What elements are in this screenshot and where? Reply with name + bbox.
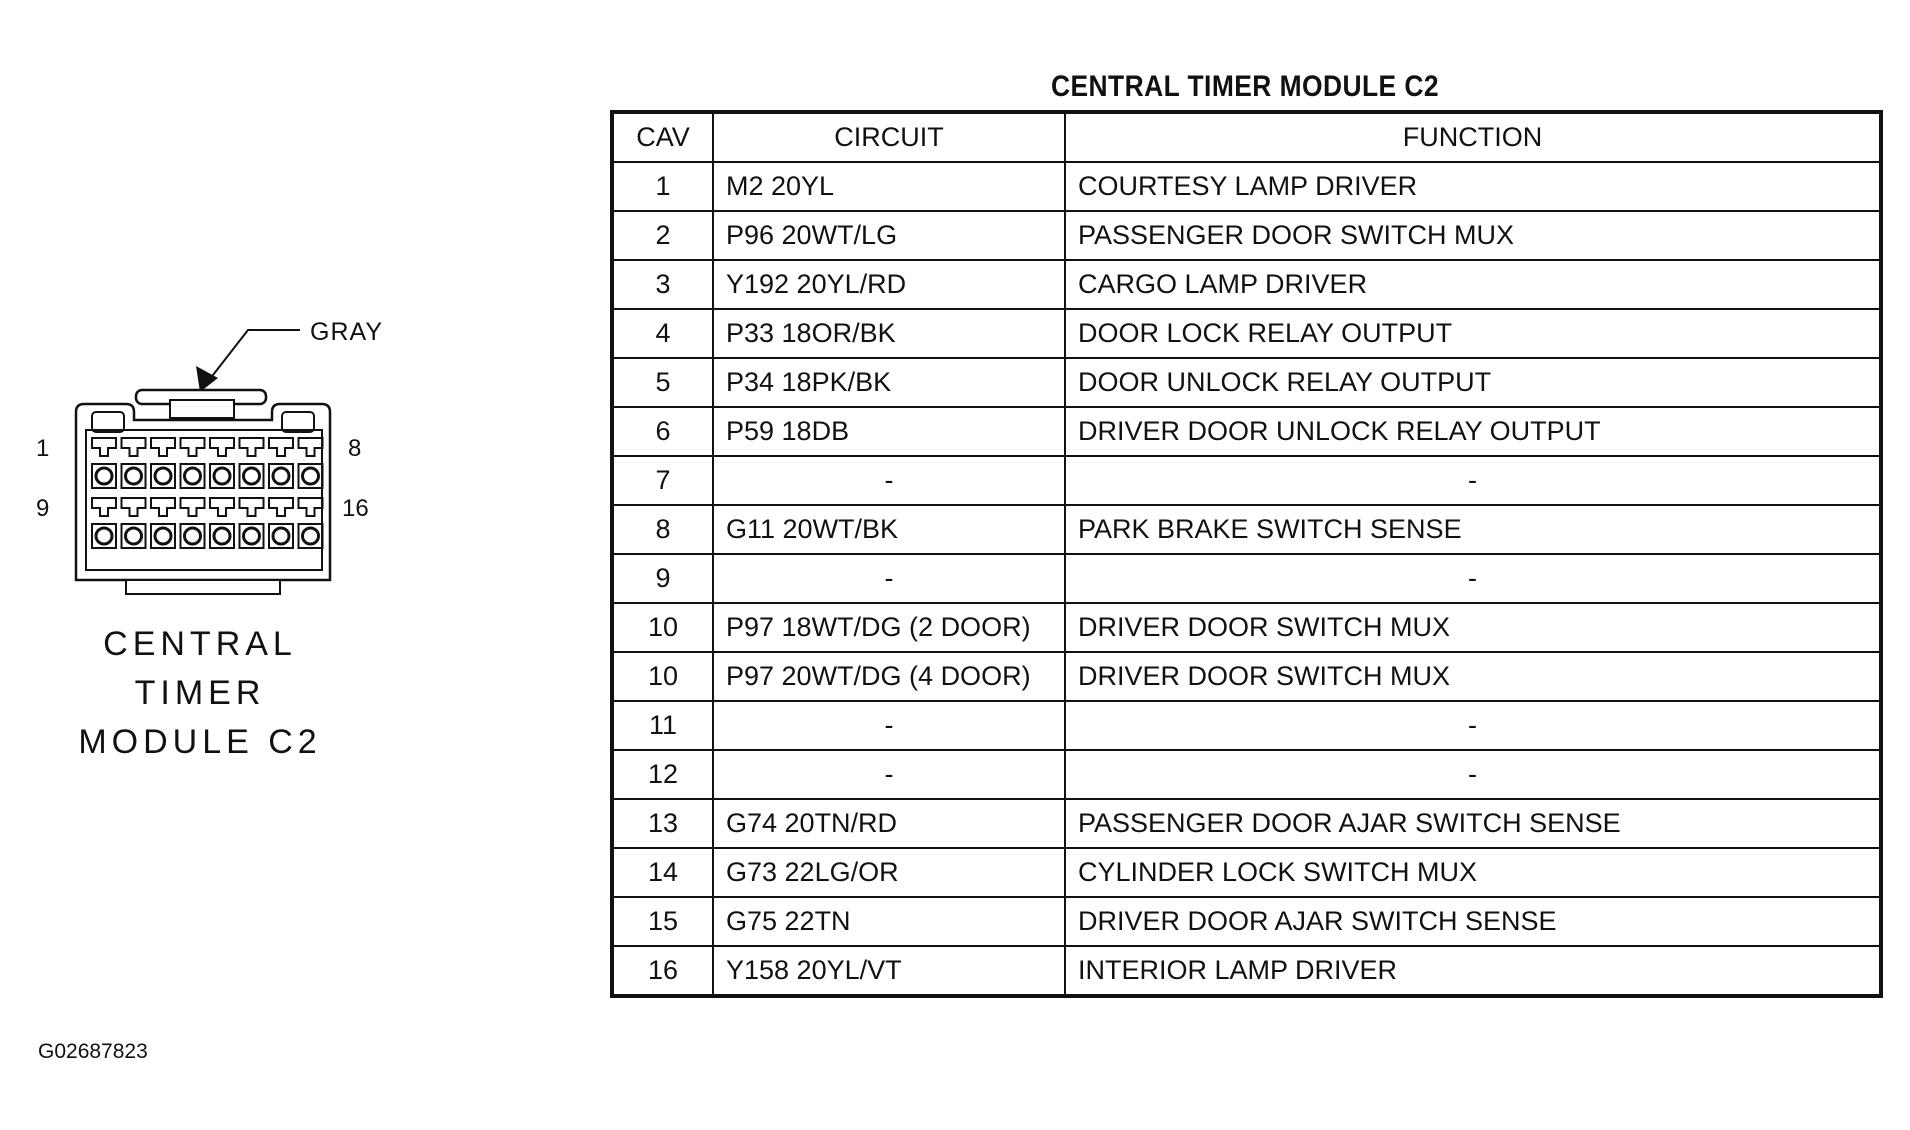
cell-function: PASSENGER DOOR AJAR SWITCH SENSE xyxy=(1065,799,1881,848)
cell-circuit: Y158 20YL/VT xyxy=(713,946,1065,996)
cell-circuit: - xyxy=(713,701,1065,750)
table-row xyxy=(612,162,1881,211)
cell-circuit: - xyxy=(713,750,1065,799)
table-row xyxy=(612,652,1881,701)
cell-cav: 14 xyxy=(612,848,713,897)
cell-function: DOOR UNLOCK RELAY OUTPUT xyxy=(1065,358,1881,407)
cell-function: CYLINDER LOCK SWITCH MUX xyxy=(1065,848,1881,897)
connector-name-line: TIMER xyxy=(134,674,266,712)
cell-function: - xyxy=(1065,554,1881,603)
cell-circuit: P96 20WT/LG xyxy=(713,211,1065,260)
cell-function: PASSENGER DOOR SWITCH MUX xyxy=(1065,211,1881,260)
cell-function: CARGO LAMP DRIVER xyxy=(1065,260,1881,309)
cell-circuit: Y192 20YL/RD xyxy=(713,260,1065,309)
cell-circuit: G11 20WT/BK xyxy=(713,505,1065,554)
figure-id: G02687823 xyxy=(38,1040,148,1063)
connector-name-line: CENTRAL xyxy=(103,625,297,663)
connector-name xyxy=(40,620,360,767)
cell-function: COURTESY LAMP DRIVER xyxy=(1065,162,1881,211)
cell-cav: 13 xyxy=(612,799,713,848)
cell-function: INTERIOR LAMP DRIVER xyxy=(1065,946,1881,996)
table-row xyxy=(612,750,1881,799)
cell-function: DRIVER DOOR UNLOCK RELAY OUTPUT xyxy=(1065,407,1881,456)
cell-cav: 11 xyxy=(612,701,713,750)
cell-cav: 15 xyxy=(612,897,713,946)
connector-name-line: MODULE C2 xyxy=(78,723,322,761)
cell-cav: 16 xyxy=(612,946,713,996)
table-body xyxy=(612,162,1881,996)
cell-cav: 5 xyxy=(612,358,713,407)
table-row xyxy=(612,211,1881,260)
cell-cav: 2 xyxy=(612,211,713,260)
table-row xyxy=(612,701,1881,750)
table-row xyxy=(612,260,1881,309)
connector-color-label: GRAY xyxy=(310,318,383,346)
cell-cav: 8 xyxy=(612,505,713,554)
callout-leader xyxy=(206,330,300,384)
header-circuit: CIRCUIT xyxy=(713,112,1065,162)
cell-cav: 7 xyxy=(612,456,713,505)
table-row xyxy=(612,505,1881,554)
cell-cav: 1 xyxy=(612,162,713,211)
cell-circuit: G73 22LG/OR xyxy=(713,848,1065,897)
header-cav: CAV xyxy=(612,112,713,162)
table-row xyxy=(612,603,1881,652)
pinout-table xyxy=(610,110,1883,998)
table-row xyxy=(612,848,1881,897)
cell-function: DRIVER DOOR SWITCH MUX xyxy=(1065,603,1881,652)
pin-label-8: 8 xyxy=(348,435,362,462)
cell-circuit: P34 18PK/BK xyxy=(713,358,1065,407)
cell-cav: 12 xyxy=(612,750,713,799)
cell-circuit: P97 20WT/DG (4 DOOR) xyxy=(713,652,1065,701)
pin-label-16: 16 xyxy=(342,495,369,522)
table-row xyxy=(612,407,1881,456)
header-function: FUNCTION xyxy=(1065,112,1881,162)
cell-function: - xyxy=(1065,701,1881,750)
table-row xyxy=(612,309,1881,358)
table-row xyxy=(612,897,1881,946)
table-row xyxy=(612,799,1881,848)
cell-function: PARK BRAKE SWITCH SENSE xyxy=(1065,505,1881,554)
cell-function: DRIVER DOOR AJAR SWITCH SENSE xyxy=(1065,897,1881,946)
table-header-row xyxy=(612,112,1881,162)
table-row xyxy=(612,554,1881,603)
cell-cav: 3 xyxy=(612,260,713,309)
cell-cav: 9 xyxy=(612,554,713,603)
table-row xyxy=(612,358,1881,407)
table-row xyxy=(612,456,1881,505)
cell-cav: 10 xyxy=(612,652,713,701)
table-row xyxy=(612,946,1881,996)
cell-circuit: M2 20YL xyxy=(713,162,1065,211)
cell-circuit: - xyxy=(713,554,1065,603)
pin-label-9: 9 xyxy=(36,495,50,522)
cell-cav: 10 xyxy=(612,603,713,652)
connector-figure xyxy=(30,300,390,600)
cell-circuit: P97 18WT/DG (2 DOOR) xyxy=(713,603,1065,652)
cell-circuit: P33 18OR/BK xyxy=(713,309,1065,358)
cell-circuit: - xyxy=(713,456,1065,505)
cell-circuit: P59 18DB xyxy=(713,407,1065,456)
cell-circuit: G75 22TN xyxy=(713,897,1065,946)
callout-arrow xyxy=(196,366,218,392)
cell-function: DRIVER DOOR SWITCH MUX xyxy=(1065,652,1881,701)
cell-function: - xyxy=(1065,750,1881,799)
cell-function: DOOR LOCK RELAY OUTPUT xyxy=(1065,309,1881,358)
cell-circuit: G74 20TN/RD xyxy=(713,799,1065,848)
pin-label-1: 1 xyxy=(36,435,50,462)
cell-cav: 4 xyxy=(612,309,713,358)
table-title: CENTRAL TIMER MODULE C2 xyxy=(1050,70,1440,103)
cell-cav: 6 xyxy=(612,407,713,456)
cell-function: - xyxy=(1065,456,1881,505)
